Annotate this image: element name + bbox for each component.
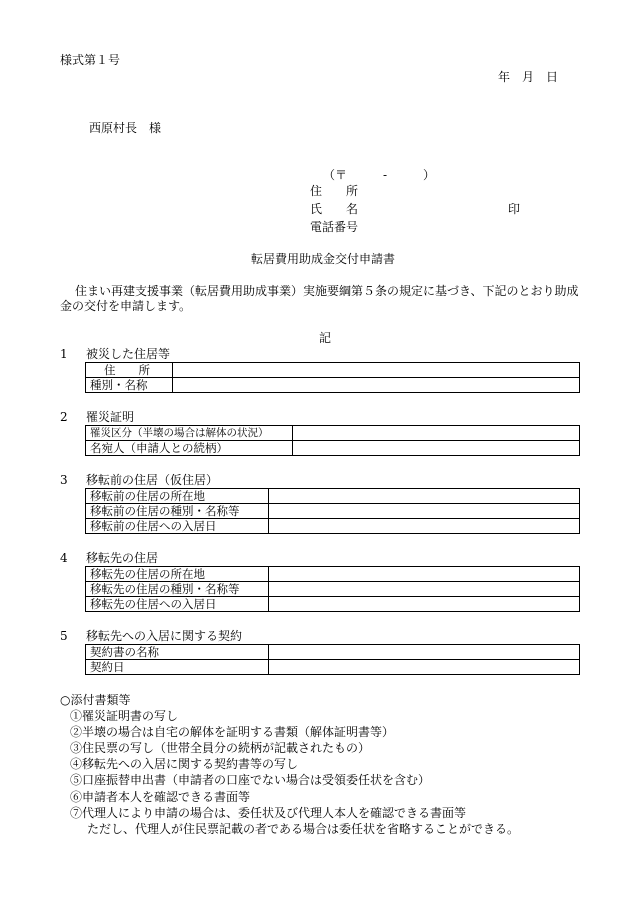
seal-mark: 印	[508, 202, 521, 216]
value-cell[interactable]	[173, 363, 580, 378]
form-number: 様式第１号	[60, 53, 121, 67]
section-number: 4	[60, 551, 68, 565]
section-4-heading	[60, 551, 158, 565]
row-label: 住 所	[86, 363, 173, 378]
table-row	[86, 504, 580, 519]
section-title: 移転先への入居に関する契約	[86, 629, 243, 643]
table-row	[86, 660, 580, 675]
section-number: 3	[60, 473, 68, 487]
section-title: 罹災証明	[86, 410, 135, 424]
table-row	[86, 645, 580, 660]
row-label: 契約書の名称	[86, 645, 269, 660]
section-2-table	[85, 425, 580, 456]
attachment-item: ⑦代理人により申請の場合は、委任状及び代理人本人を確認できる書面等	[70, 806, 467, 820]
value-cell[interactable]	[269, 504, 580, 519]
section-5-table	[85, 644, 580, 675]
value-cell[interactable]	[269, 489, 580, 504]
phone-label: 電話番号	[310, 220, 359, 234]
addressee: 西原村長 様	[89, 121, 162, 135]
attachments-title: ○添付書類等	[60, 693, 131, 707]
row-label: 移転先の住居の種別・名称等	[86, 582, 269, 597]
row-label: 移転前の住居の種別・名称等	[86, 504, 269, 519]
attachments-note: ただし、代理人が住民票記載の者である場合は委任状を省略することができる。	[87, 822, 520, 836]
name-label: 氏 名	[310, 202, 359, 216]
section-title: 被災した住居等	[86, 347, 171, 361]
section-title: 移転前の住居（仮住居）	[86, 473, 219, 487]
address-label: 住 所	[310, 184, 359, 198]
attachment-item: ①罹災証明書の写し	[70, 709, 179, 723]
table-row	[86, 567, 580, 582]
section-4-table	[85, 566, 580, 612]
row-label: 種別・名称	[86, 378, 173, 393]
table-row	[86, 519, 580, 534]
attachment-item: ④移転先への入居に関する契約書等の写し	[70, 757, 299, 771]
attachment-item: ⑥申請者本人を確認できる書面等	[70, 790, 251, 804]
attachment-item: ②半壊の場合は自宅の解体を証明する書類（解体証明書等）	[70, 725, 395, 739]
value-cell[interactable]	[293, 441, 580, 456]
section-number: 5	[60, 629, 68, 643]
ki-mark: 記	[319, 331, 332, 345]
section-title: 移転先の住居	[86, 551, 159, 565]
row-label: 移転前の住居への入居日	[86, 519, 269, 534]
table-row	[86, 378, 580, 393]
row-label: 契約日	[86, 660, 269, 675]
table-row	[86, 363, 580, 378]
section-2-heading	[60, 410, 134, 424]
value-cell[interactable]	[269, 582, 580, 597]
section-3-heading	[60, 473, 218, 487]
section-number: 2	[60, 410, 68, 424]
attachment-item: ③住民票の写し（世帯全員分の続柄が記載されたもの）	[70, 741, 371, 755]
intro-line-2: 金の交付を申請します。	[60, 299, 192, 313]
table-row	[86, 426, 580, 441]
section-3-table	[85, 488, 580, 534]
value-cell[interactable]	[269, 567, 580, 582]
table-row	[86, 597, 580, 612]
value-cell[interactable]	[173, 378, 580, 393]
value-cell[interactable]	[269, 645, 580, 660]
table-row	[86, 582, 580, 597]
section-1-heading	[60, 347, 170, 361]
table-row	[86, 441, 580, 456]
table-row	[86, 489, 580, 504]
row-label: 移転前の住居の所在地	[86, 489, 269, 504]
value-cell[interactable]	[293, 426, 580, 441]
document-title: 転居費用助成金交付申請書	[251, 252, 396, 266]
value-cell[interactable]	[269, 519, 580, 534]
section-1-table	[85, 362, 580, 393]
date-line: 年 月 日	[498, 70, 559, 84]
section-number: 1	[60, 347, 68, 361]
intro-line-1: 住まい再建支援事業（転居費用助成事業）実施要綱第５条の規定に基づき、下記のとおり助成	[75, 284, 579, 298]
postal-code: （〒 - ）	[323, 168, 436, 182]
row-label: 名宛人（申請人との続柄）	[86, 441, 293, 456]
row-label: 罹災区分（半壊の場合は解体の状況）	[86, 426, 293, 441]
value-cell[interactable]	[269, 660, 580, 675]
section-5-heading	[60, 629, 242, 643]
row-label: 移転先の住居への入居日	[86, 597, 269, 612]
row-label: 移転先の住居の所在地	[86, 567, 269, 582]
attachment-item: ⑤口座振替申出書（申請者の口座でない場合は受領委任状を含む）	[70, 773, 431, 787]
value-cell[interactable]	[269, 597, 580, 612]
